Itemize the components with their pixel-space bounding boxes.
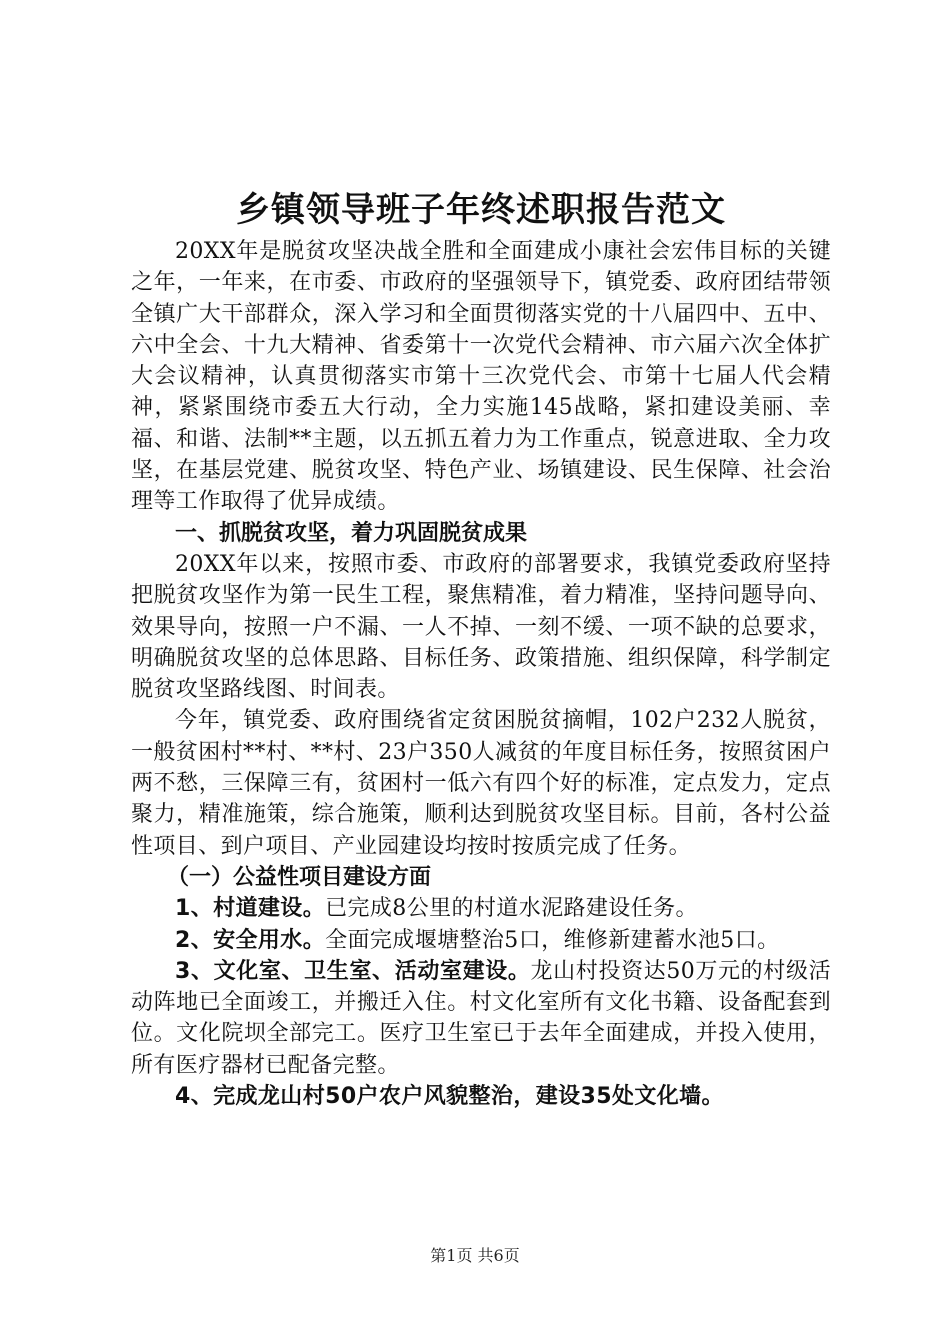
document-title: 乡镇领导班子年终述职报告范文 (236, 190, 726, 230)
subsection-heading: （一）公益性项目建设方面 (167, 864, 432, 890)
list-item (131, 925, 831, 956)
section-paragraph-1: 20XX年以来，按照市委、市政府的部署要求，我镇党委政府坚持把脱贫攻坚作为第一民生工程，聚焦精准，着力精准，坚持问题导向、效果导向，按照一户不漏、一人不掉、一刻不缓、一项不缺的总要求，明确脱贫攻坚的总体思路、目标任务、政策措施、组织保障，科学制定脱贫攻坚路线图、时间表。 (131, 551, 831, 703)
list-item-body: 全面完成堰塘整治5口，维修新建蓄水池5口。 (325, 927, 780, 953)
list-item-title: 3、文化室、卫生室、活动室建设。 (175, 958, 531, 984)
document-page (131, 184, 831, 1112)
list-item-title: 1、村道建设。 (175, 896, 326, 922)
page-number-footer: 第1页 共6页 (430, 1246, 520, 1265)
list-item-body: 龙山村投资达50万元的村级活动阵地已全面竣工，并搬迁入住。村文化室所有文化书籍、设备配套到位。文化院坝全部完工。医疗卫生室已于去年全面建成，并投入使用，所有医疗器材已配备完整。 (131, 958, 831, 1078)
list-item (131, 893, 831, 924)
section-paragraph-2: 今年，镇党委、政府围绕省定贫困脱贫摘帽，102户232人脱贫，一般贫困村**村、**村、23户350人减贫的年度目标任务，按照贫困户两不愁，三保障三有，贫困村一低六有四个好的标准，定点发力，定点聚力，精准施策，综合施策，顺利达到脱贫攻坚目标。目前，各村公益性项目、到户项目、产业园建设均按时按质完成了任务。 (131, 708, 831, 859)
intro-paragraph: 20XX年是脱贫攻坚决战全胜和全面建成小康社会宏伟目标的关键之年，一年来，在市委、市政府的坚强领导下，镇党委、政府团结带领全镇广大干部群众，深入学习和全面贯彻落实党的十八届四中、五中、六中全会、十九大精神、省委第十一次党代会精神、市六届六次全体扩大会议精神，认真贯彻落实市第十三次党代会、市第十七届人代会精神，紧紧围绕市委五大行动，全力实施145战略，紧扣建设美丽、幸福、和谐、法制**主题，以五抓五着力为工作重点，锐意进取、全力攻坚，在基层党建、脱贫攻坚、特色产业、场镇建设、民生保障、社会治理等工作取得了优异成绩。 (131, 239, 831, 515)
list-item (131, 1081, 831, 1112)
section-heading: 一、抓脱贫攻坚，着力巩固脱贫成果 (175, 520, 528, 546)
list-item (131, 956, 831, 1081)
list-item-title: 2、安全用水。 (175, 927, 326, 953)
list-item-body: 已完成8公里的村道水泥路建设任务。 (325, 896, 698, 922)
list-item-title: 4、完成龙山村50户农户风貌整治，建设35处文化墙。 (175, 1084, 724, 1110)
